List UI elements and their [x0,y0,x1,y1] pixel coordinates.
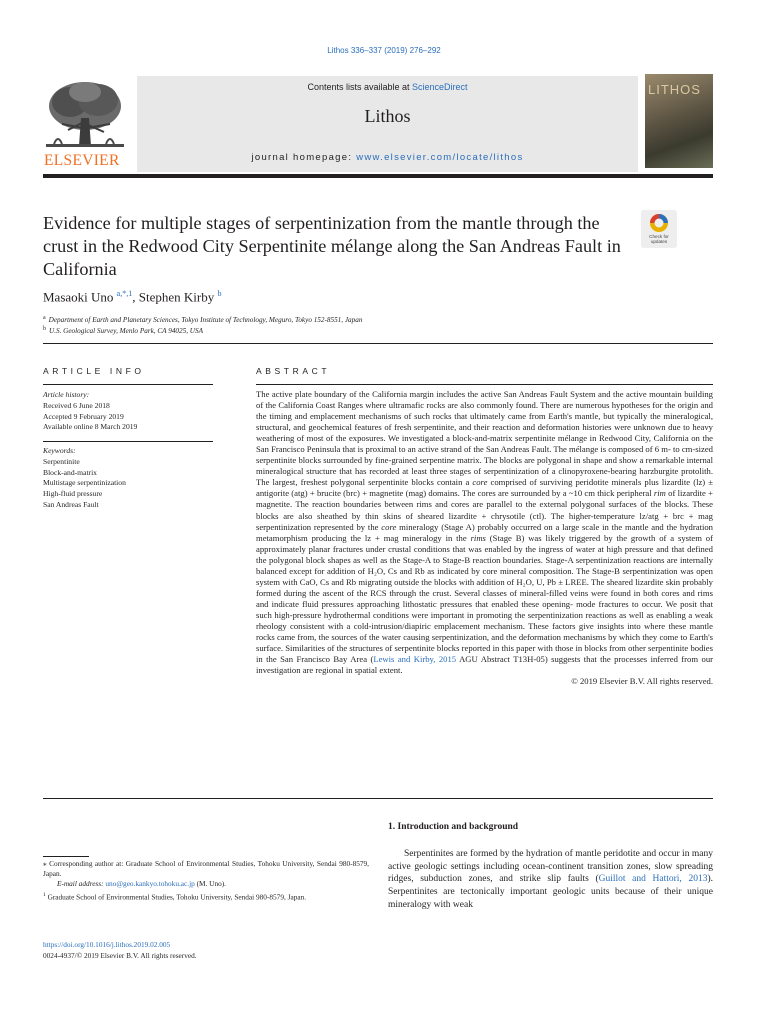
author-affiliation-marker[interactable]: b [217,289,222,298]
elsevier-wordmark: ELSEVIER [44,152,120,169]
abstract-paragraph [256,389,713,676]
article-history-label: Article history: [43,390,90,399]
doi-block [43,940,197,961]
abstract-text-run: AGU Abstract T13H-05) suggests that the processes inferred from our investigation are regional in spatial extent. [256,654,713,676]
abstract-text-run: comprised of surviving peridotite minerals plus lizardite (lz) ± antigorite (atg) + brucite (brc) + magnetite (mag) domains. The cores are surrounded by a ~10 cm thick peripheral [256,477,714,499]
sciencedirect-link[interactable]: ScienceDirect [412,82,468,92]
journal-cover-title: LITHOS [648,82,701,97]
author-separator: , [132,289,139,305]
footnote-text: Corresponding author at: Graduate School of Environmental Studies, Tohoku University, Sendai 980-8579, Japan. [43,859,369,879]
doi-link[interactable]: https://doi.org/10.1016/j.lithos.2019.02.005 [43,940,171,949]
abstract-text-run: The active plate boundary of the California margin includes the active San Andreas Fault System and the active mountain building of the California Coast Ranges where ultramafic rocks are also commonly found. There are numerous hypotheses for the origin and the timing and emplacement mechanisms of such rocks that ultimately came from Earth's mantle, but typically the mineralogical, structural, and geochemical features of fresh serpentinite, and their reaction and deformation histories were unknown due to heavy weathering of most of the exposures. We investigated a block-and-matrix serpentinite mélange in Redwood City, California on the San Francisco Peninsula that is proximal to an active strand of the San Andreas Fault. The mélange is composed of 6 m- to cm-sized serpentinite blocks surrounded by fine-grained serpentine matrix. The blocks are polygonal in shape and show a remarkable internal mineralogical structure that has recorded at least three stages of serpentinization of a clinopyroxene-bearing harzburgite protolith. The largest, freshest polygonal serpentinite blocks contain a [256,389,713,488]
author-name[interactable]: Stephen Kirby [138,289,215,305]
affiliation-marker: b [43,326,46,332]
email-suffix: (M. Uno). [194,879,226,889]
abstract-body [256,389,713,687]
article-info-rule [43,384,213,385]
author-affiliation-marker[interactable]: a,*,1 [116,289,133,298]
intro-text-run: Serpentinites are formed by the hydration of mantle peridotite and occur in many active geologic settings including ocean-continent transition zones, slow spreading ridges, subduction zones, and strike slip faults ( [388,849,713,885]
email-link[interactable]: uno@geo.kankyo.tohoku.ac.jp [105,879,195,889]
affiliation-b [43,326,203,335]
email-footnote [43,879,369,889]
footnote-marker: ⁎ [43,859,47,868]
section-divider [43,343,713,344]
abstract-emphasis: core [381,521,397,532]
footnote-marker: 1 [43,891,46,898]
introduction-paragraph [388,848,713,912]
journal-name: Lithos [364,106,411,126]
keyword: Multistage serpentinization [43,478,126,488]
homepage-prefix: journal homepage: [251,152,357,163]
abstract-emphasis: rims [470,532,486,543]
check-for-updates-icon[interactable] [641,210,677,248]
keyword: High-fluid pressure [43,489,103,499]
keywords-rule [43,441,213,442]
keyword: Serpentinite [43,457,80,466]
affiliation-footnote [43,890,369,903]
copyright-notice: © 2019 Elsevier B.V. All rights reserved. [571,676,713,687]
email-label: E-mail address: [57,879,106,889]
header-rule [43,174,713,178]
footnote-text: Graduate School of Environmental Studies, Tohoku University, Sendai 980-8579, Japan. [45,892,307,902]
history-accepted: Accepted 9 February 2019 [43,411,124,421]
contents-available-line [137,82,638,92]
journal-reference[interactable]: Lithos 336–337 (2019) 276–292 [327,46,441,55]
keyword: San Andreas Fault [43,499,99,509]
history-received: Received 6 June 2018 [43,401,110,410]
author-list [43,289,221,305]
keywords-label: Keywords: [43,446,76,455]
keyword: Block-and-matrix [43,467,97,477]
footnotes [43,859,369,902]
affiliation-marker: a [43,315,46,321]
author-name[interactable]: Masaoki Uno [43,289,114,305]
citation-link[interactable]: Lewis and Kirby, 2015 [373,654,457,665]
introduction-heading: 1. Introduction and background [388,822,519,832]
intro-text-run: ). Serpentinites are tectonically important geologic units because of their unique mineralogy with weak [388,874,714,910]
abstract-emphasis: rim [653,488,666,499]
abstract-emphasis: core [472,477,488,488]
article-info-heading: ARTICLE INFO [43,366,145,376]
affiliation-text: U.S. Geological Survey, Menlo Park, CA 94025, USA [49,327,203,335]
svg-text:updates: updates [650,239,668,244]
affiliation-text: Department of Earth and Planetary Sciences, Tokyo Institute of Technology, Meguro, Tokyo 152-8551, Japan [48,316,363,324]
abstract-text-run: mineralogy (Stage A) probably occurred on a large scale in the mantle and the hydration metamorphism producing the lz + mag mineralogy in the [256,521,713,543]
abstract-bottom-rule [43,798,713,799]
footnote-rule [43,856,89,857]
corresponding-author-footnote [43,859,369,879]
affiliation-a [43,315,362,324]
abstract-text-run: (Stage B) was likely triggered by the growth of a system of approximately planar fractures under crustal conditions that was enabled by the ingress of water at high pressure and that defined the polygonal block shapes as well as the Stage-A to Stage-B reaction boundaries. Stage-A serpentinization reactions are internally balanced except for addition of H₂O, Cs and Rb as indicated by core mineral composition. The Stage-B serpentinization was open system with CaO, Cs and Rb migrating outside the blocks with addition of H₂O, U, Pb ± LREE. The sheared lizardite skin probably formed during the ascent of the RCS through the crust. Several classes of mineral-filled veins were found in both cores and rims and indicate fluid pressures approaching lithostatic pressures that enabled these opening- mode fractures to occur. We posit that such high-pressure hydrothermal conditions were important in promoting the serpentinization reactions as well as enabling a weak rheology consistent with a cold-intrusion/diapiric emplacement mechanism. These factors give insights into where these mantle rocks came from, the sources of the water causing serpentinization, and the deformation mechanisms by which they come to Earth's surface. Similarities of the structures of serpentinite blocks reported in this paper with those in blocks from other serpentinite bodies in the San Francisco Bay Area ( [256,532,713,665]
homepage-link[interactable]: www.elsevier.com/locate/lithos [356,152,524,163]
contents-prefix: Contents lists available at [307,82,413,92]
article-history-list [43,401,137,433]
article-title: Evidence for multiple stages of serpentinization from the mantle through the crust in the Redwood City Serpentinite mélange along the San Andreas Fault in California [43,213,621,279]
abstract-rule [256,384,713,385]
journal-homepage-line [137,152,638,163]
issn-line: 0024-4937/© 2019 Elsevier B.V. All rights reserved. [43,950,197,960]
abstract-heading: ABSTRACT [256,366,331,376]
keywords-list [43,457,126,511]
history-available: Available online 8 March 2019 [43,422,138,432]
svg-text:Check for: Check for [649,234,669,239]
citation-link[interactable]: Guillot and Hattori, 2013 [598,874,708,885]
abstract-text-run: of lizardite + magnetite. The reaction boundaries between rims and cores are parallel to the external polygonal surfaces of the blocks. These blocks are also sheathed by thin skins of sheared lizardite + chrysotile (ctl). The higher-temperature lz/atg + brc + mag serpentinization represented by the [256,488,713,532]
